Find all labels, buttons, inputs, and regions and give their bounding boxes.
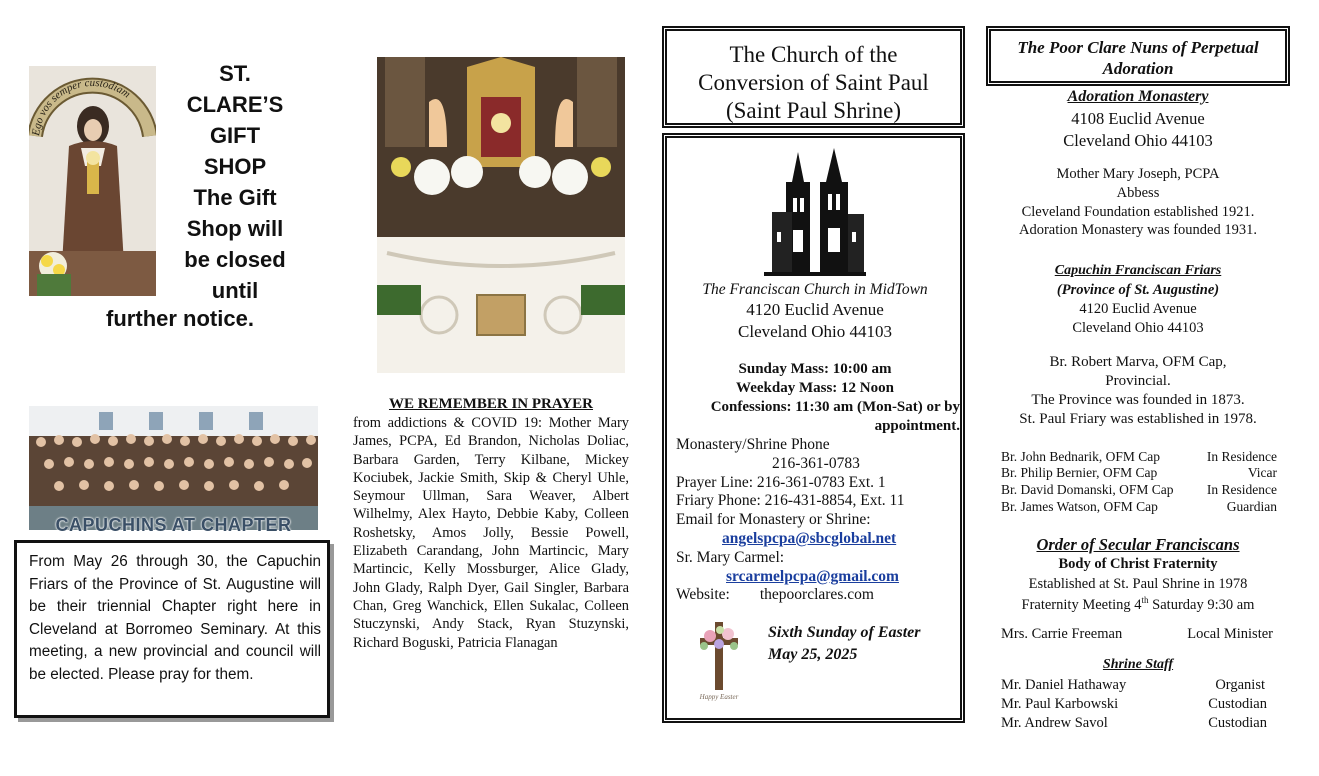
mass-schedule [670,360,960,436]
capuchins-group-photo [29,406,318,530]
fraternity-established: Established at St. Paul Shrine in 1978 [1028,576,1248,592]
gift-shop-line: Shop will [186,216,284,241]
monastery-address-line1: 4108 Euclid Avenue [1071,109,1205,128]
staff-row [1001,715,1267,732]
minister-name: Mrs. Carrie Freeman [1001,626,1123,642]
church-address-line1: 4120 Euclid Avenue [746,300,884,319]
poor-clares-title-line: Adoration [1102,59,1174,78]
monastery-founded-note: Adoration Monastery was founded 1931. [1019,222,1257,238]
email-label: Email for Monastery or Shrine: [676,511,871,529]
website-label: Website: [676,586,730,604]
staff-name: Mr. Daniel Hathaway [1001,677,1127,693]
meeting-pre: Fraternity Meeting 4 [1021,596,1142,613]
provincial-title: Provincial. [1105,373,1171,389]
friar-row [1001,449,1277,465]
friar-role: Vicar [1247,465,1277,480]
poor-clares-title [991,37,1285,79]
altar-illustration [377,57,625,373]
meeting-sup: th [1141,595,1149,605]
prayer-names: Mother Mary James, PCPA, Ed Brandon, Nicholas Doliac, Barbara Garden, Terry Kilbane, Mickey Kociubek, Jackie Smith, Skip & Cheryl Uhle, Seymour Ullman, Sara Weaver, Albert Wilhelmy, Alex Hayto, Debbie Kaby, Colleen Roshetsky, Amos Jolly, Bessie Powell, Elizabeth Carandang, John Martincic, Mary Martincic, Kelly Mossburger, Alice Glady, John Glady, Ralph Dyer, Gail Singler, Barbara Chan, Greg Wanchick, Ellen Sukalac, Colleen Stuczynski, Andy Stack, Ryan Stuzynski, Richard Boguski, Patricia Flanagan [353,415,629,651]
monastery-phone-label: Monastery/Shrine Phone [676,436,830,453]
secular-franciscans-title: Order of Secular Franciscans [1036,535,1240,554]
shrine-staff-title: Shrine Staff [1102,657,1174,672]
church-address-line2: Cleveland Ohio 44103 [738,322,892,341]
friar-name: Br. Philip Bernier, OFM Cap [1001,465,1158,480]
friar-name: Br. James Watson, OFM Cap [1001,499,1158,514]
prayer-heading: WE REMEMBER IN PRAYER [388,396,594,412]
friars-title: Capuchin Franciscan Friars [1054,263,1222,278]
abbess-name: Mother Mary Joseph, PCPA [1056,166,1220,182]
bulletin-date: May 25, 2025 [768,646,858,663]
monastery-address-line2: Cleveland Ohio 44103 [1063,131,1213,150]
staff-role: Custodian [1208,696,1267,712]
sister-label: Sr. Mary Carmel: [676,548,785,566]
liturgical-date [768,622,958,666]
monastery-name: Adoration Monastery [1067,88,1209,105]
prayer-intro: from addictions & COVID 19: [353,415,549,431]
fraternity-name: Body of Christ Fraternity [1058,556,1218,572]
fraternity-meeting [986,595,1290,614]
gift-shop-line: be closed [184,247,286,272]
easter-cross-illustration [690,612,748,704]
website-link[interactable]: thepoorclares.com [759,586,874,604]
church-title-box [662,26,965,128]
gift-shop-title [160,58,310,306]
friars-address-line1: 4120 Euclid Avenue [1079,301,1197,317]
gift-shop-line: until [211,278,259,303]
monastery-phone: 216-361-0783 [772,454,860,472]
gift-shop-line: GIFT [209,123,261,148]
province-name: (Province of St. Augustine) [1056,282,1220,298]
gift-shop-line: The Gift [193,185,277,210]
church-title [667,41,960,125]
capuchins-banner: CAPUCHINS AT CHAPTER [55,515,292,535]
gift-shop-line: ST. [219,61,251,86]
poor-clares-title-box [986,26,1290,86]
staff-role: Organist [1215,677,1265,693]
province-founded-note: The Province was founded in 1873. [1031,392,1245,408]
minister-row [1001,626,1273,643]
friar-name: Br. John Bednarik, OFM Cap [1001,449,1161,464]
church-title-line: Conversion of Saint Paul [698,70,929,95]
friary-established-note: St. Paul Friary was established in 1978. [1019,411,1257,427]
gift-shop-line: SHOP [203,154,267,179]
friar-role: Guardian [1226,499,1277,514]
staff-role: Custodian [1208,715,1267,731]
staff-name: Mr. Andrew Savol [1001,715,1108,731]
abbess-title: Abbess [1116,185,1160,201]
prayer-line: Prayer Line: 216-361-0783 Ext. 1 [676,473,886,491]
minister-role: Local Minister [1187,626,1273,642]
statue-illustration [29,66,156,296]
gift-shop-note: further notice. [106,306,254,331]
prayer-list [353,414,629,652]
sister-email-link[interactable]: srcarmelpcpa@gmail.com [726,567,899,585]
staff-row [1001,677,1265,694]
confessions: Confessions: 11:30 am (Mon-Sat) or by appointment. [710,399,960,434]
friar-row [1001,482,1277,498]
chapter-announcement-box [14,540,330,718]
sunday-mass: Sunday Mass: 10:00 am [738,361,892,377]
poor-clares-title-line: The Poor Clare Nuns of Perpetual [1017,38,1259,57]
friary-phone: Friary Phone: 216-431-8854, Ext. 11 [676,492,905,510]
group-photo-illustration [29,406,318,530]
monastery-email-link[interactable]: angelspcpa@sbcglobal.net [722,529,897,547]
friars-address-line2: Cleveland Ohio 44103 [1072,320,1204,336]
contact-info [676,436,956,605]
church-building-icon [764,142,866,276]
statue-banner-text: Ego vos semper custodiam [30,76,133,137]
altar-photo [377,57,625,373]
church-title-line: (Saint Paul Shrine) [725,98,902,123]
chapter-announcement-text: From May 26 through 30, the Capuchin Friars of the Province of St. Augustine will be their triennial Chapter right here in Cleveland at Borromeo Seminary. At this meeting, a new provincial and council will be elected. Please pray for them. [29,553,321,683]
friar-row [1001,499,1277,515]
foundation-note: Cleveland Foundation established 1921. [1021,204,1255,220]
friar-row [1001,465,1277,481]
gift-shop-line: CLARE’S [186,92,284,117]
weekday-mass: Weekday Mass: 12 Noon [736,380,894,396]
franciscan-church-tagline: The Franciscan Church in MidTown [702,281,928,298]
meeting-post: Saturday 9:30 am [1148,596,1255,613]
friar-role: In Residence [1206,482,1277,497]
st-clare-statue-photo [29,66,156,296]
staff-name: Mr. Paul Karbowski [1001,696,1119,712]
friar-role: In Residence [1206,449,1277,464]
friar-name: Br. David Domanski, OFM Cap [1001,482,1174,497]
church-title-line: The Church of the [729,42,898,67]
sunday-title: Sixth Sunday of Easter [768,624,921,641]
easter-caption: Happy Easter [699,693,739,701]
staff-row [1001,696,1267,713]
provincial-name: Br. Robert Marva, OFM Cap, [1049,354,1227,370]
